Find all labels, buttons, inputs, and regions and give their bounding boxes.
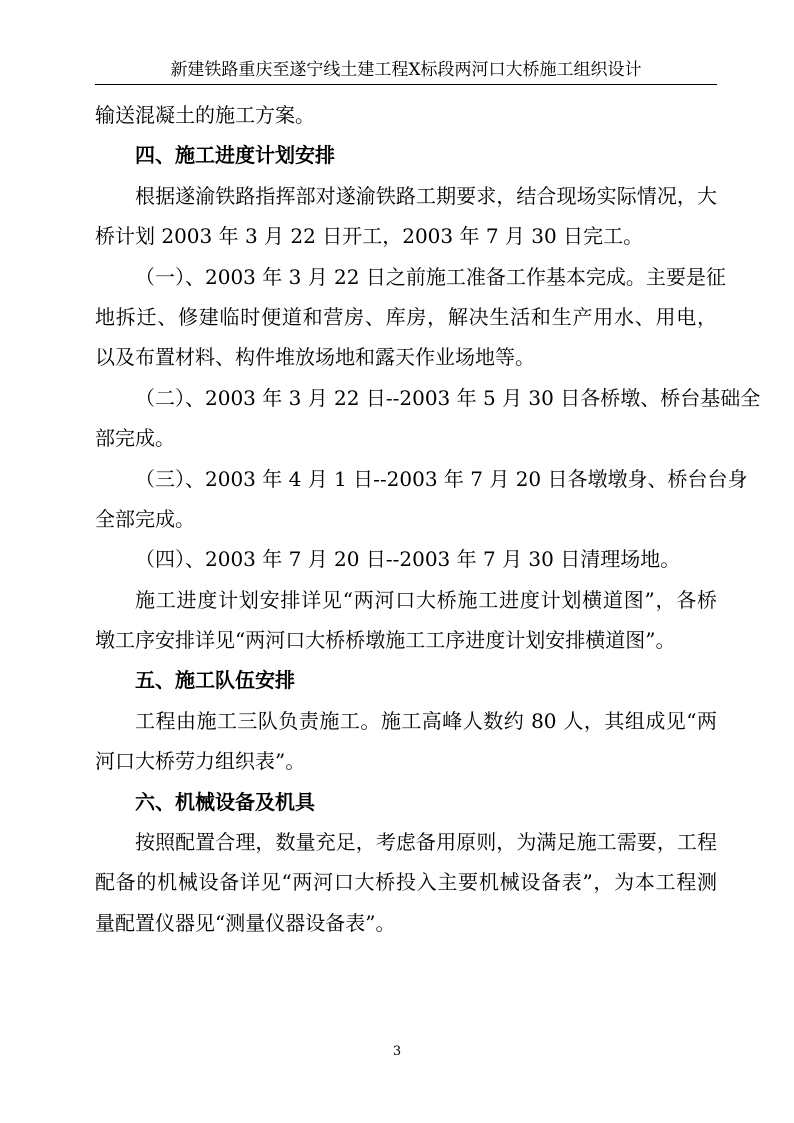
paragraph-line: 输送混凝土的施工方案。 xyxy=(95,103,315,127)
paragraph xyxy=(95,459,748,540)
header-title: 新建铁路重庆至遂宁线土建工程Ⅹ标段两河口大桥施工组织设计 xyxy=(170,60,642,80)
header-rule xyxy=(95,84,717,85)
paragraph-line: 部完成。 xyxy=(95,426,175,451)
paragraph-line: 量配置仪器见“测量仪器设备表”。 xyxy=(95,910,396,935)
paragraph-line: （一）、2003 年 3 月 22 日之前施工准备工作基本完成。主要是征 xyxy=(135,264,726,289)
paragraph-line: 施工进度计划安排详见“两河口大桥施工进度计划横道图”，各桥 xyxy=(135,587,717,612)
paragraph-line: 地拆迁、修建临时便道和营房、库房，解决生活和生产用水、用电， xyxy=(95,304,717,329)
paragraph xyxy=(95,176,717,257)
paragraph xyxy=(95,539,717,579)
running-header xyxy=(95,57,717,83)
section-heading: 六、机械设备及机具 xyxy=(135,789,315,814)
paragraph-line: 按照配置合理，数量充足，考虑备用原则，为满足施工需要，工程 xyxy=(135,830,717,855)
paragraph xyxy=(95,701,717,782)
paragraph-line: 配备的机械设备详见“两河口大桥投入主要机械设备表”，为本工程测 xyxy=(95,870,717,895)
section-heading: 四、施工进度计划安排 xyxy=(135,143,335,168)
document-body xyxy=(95,95,761,943)
paragraph xyxy=(95,95,717,135)
paragraph-line: 墩工序安排详见“两河口大桥桥墩施工工序进度计划安排横道图”。 xyxy=(95,628,676,653)
paragraph-line: 工程由施工三队负责施工。施工高峰人数约 80 人，其组成见“两 xyxy=(135,708,717,733)
paragraph-line: 河口大桥劳力组织表”。 xyxy=(95,749,306,774)
paragraph-line: 桥计划 2003 年 3 月 22 日开工，2003 年 7 月 30 日完工。 xyxy=(95,224,644,249)
paragraph-line: 以及布置材料、构件堆放场地和露天作业场地等。 xyxy=(95,345,535,370)
paragraph xyxy=(95,580,717,661)
paragraph xyxy=(95,257,726,378)
paragraph xyxy=(95,378,761,459)
paragraph-line: （二）、2003 年 3 月 22 日--2003 年 5 月 30 日各桥墩、桥台基础全 xyxy=(135,385,761,410)
paragraph-line: 全部完成。 xyxy=(95,506,195,531)
paragraph-line: （四）、2003 年 7 月 20 日--2003 年 7 月 30 日清理场地。 xyxy=(135,547,681,572)
paragraph xyxy=(95,822,717,943)
section-heading: 五、施工队伍安排 xyxy=(135,668,295,693)
page-number: 3 xyxy=(392,1044,402,1059)
paragraph-line: （三）、2003 年 4 月 1 日--2003 年 7 月 20 日各墩墩身、桥台台身 xyxy=(135,466,748,491)
paragraph-line: 根据遂渝铁路指挥部对遂渝铁路工期要求，结合现场实际情况，大 xyxy=(135,183,717,208)
